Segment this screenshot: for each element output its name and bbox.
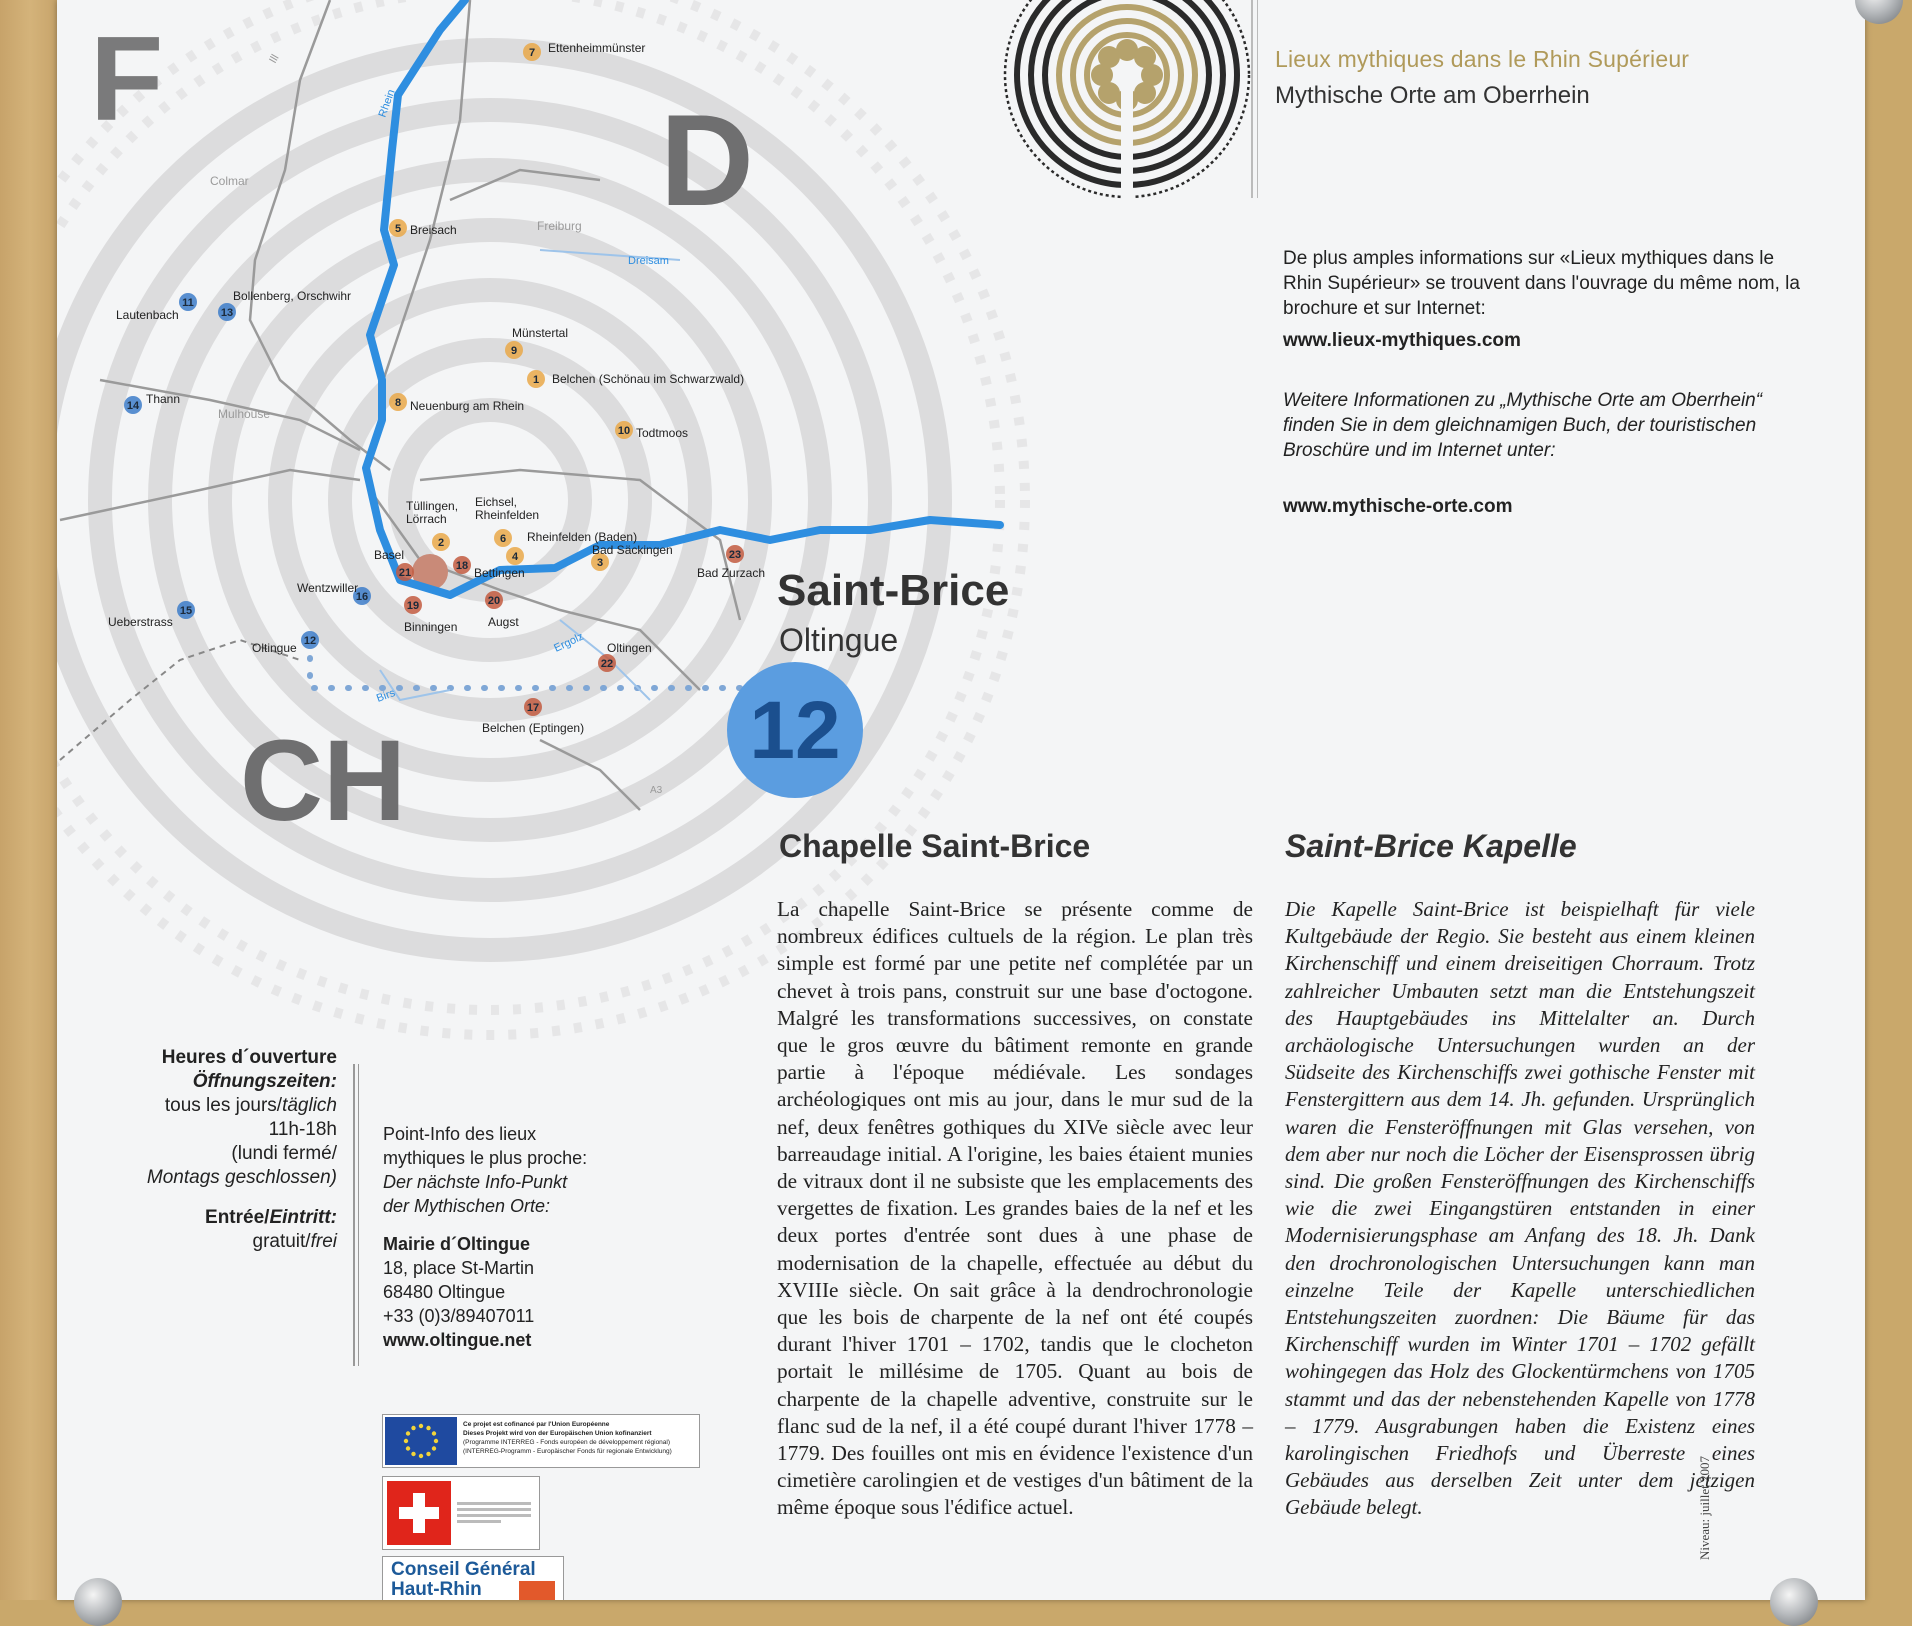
river-label-dreisam: Dreisam [628,255,669,267]
entry-price: gratuit/frei [252,1231,337,1252]
info-text-french: De plus amples informations sur «Lieux mythiques dans le Rhin Supérieur» se trouvent dans l'ouvrage du même nom, la brochure et sur Internet: [1283,248,1800,319]
place-label-4: Rheinfelden (Baden) [527,530,638,544]
hours-time: 11h-18h [268,1119,337,1140]
site-name: Saint-Brice [777,566,1010,615]
eu-star [406,1446,410,1450]
marker-number-9: 9 [510,345,518,357]
hours-divider [353,1064,355,1366]
eu-star [406,1431,410,1435]
hours-label-de: Öffnungszeiten: [192,1071,337,1092]
river-label-ill: Ill [267,52,282,66]
hours-label-fr: Heures d´ouverture [161,1047,337,1068]
place-label-13: Bollenberg, Orschwihr [233,289,352,303]
marker-number-5: 5 [394,223,402,235]
swiss-logo-box [382,1476,540,1550]
point-info-city: 68480 Oltingue [383,1282,506,1302]
place-label-1: Belchen (Schönau im Schwarzwald) [552,372,745,386]
eu-star [404,1439,408,1443]
marker-number-6: 6 [499,533,507,545]
marker-number-4: 4 [511,551,519,563]
marker-number-16: 16 [355,591,369,603]
hours-divider-2 [358,1064,359,1366]
marker-number-10: 10 [617,425,631,437]
url-german[interactable]: www.mythische-orte.com [1283,496,1513,517]
marker-number-15: 15 [179,605,193,617]
marker-number-11: 11 [182,297,194,309]
marker-number-19: 19 [406,600,420,612]
river-label-birs: Birs [374,687,397,705]
body-french: La chapelle Saint-Brice se présente comme de nombreux édifices cultuels de la région. Le plan très simple est formé par une petite nef complétée par un chevet à trois pans, construit sur une base d'octogone. Malgré les transformations successives, on constate que le gros œuvre du bâtiment remonte en grande partie à l'époque médiévale. Les sondages archéologiques ont mis au jour, dans le mur sud de la nef, deux fenêtres gothiques du XIVe siècle avec leur barreaudage initial. A l'origine, les baies étaient munies de vitraux dont il ne subsiste que les emplacements des vergettes de fixation. Les grandes baies de la nef et les deux portes d'entrée sont dues à une phase de modernisation de la chapelle, effectuée au début du XVIIIe siècle. On sait grâce à la dendrochronologie que les bois de charpente de la nef ont été coupés durant l'hiver 1701 – 1702, tandis que le clocheton portait le millésime de 1705. Quant au bois de charpente de la chapelle adventive, construite sur le flanc sud de la nef, il a été coupé durant l'hiver 1778 – 1779. Des fouilles ont mis en évidence l'existence d'un cimetière carolingien et de vestiges d'un bâtiment de la même époque sous l'édifice actuel. [777,897,1253,1520]
marker-number-14: 14 [126,400,140,412]
screw-bottom-right [1770,1578,1818,1626]
place-label-22: Oltingen [607,641,652,655]
point-info-name: Mairie d´Oltingue [383,1234,531,1254]
url-french[interactable]: www.lieux-mythiques.com [1283,330,1521,351]
opening-hours [57,1046,337,1254]
marker-number-23: 23 [728,549,742,561]
labyrinth-logo [962,0,1292,205]
city-freiburg: Freiburg [537,219,582,233]
info-text-german: Weitere Informationen zu „Mythische Orte am Oberrhein“ finden Sie in dem gleichnamigen Buch, der touristischen Broschüre und im Internet unter: [1283,390,1763,461]
place-label-3: Bad Säckingen [592,543,673,557]
place-label-2: Tüllingen, Lörrach [406,499,459,526]
eu-star [432,1446,436,1450]
hours-days: tous les jours/täglich [164,1095,337,1116]
eu-star [419,1454,423,1458]
swiss-flag-icon [387,1481,451,1545]
point-info-phone: +33 (0)3/89407011 [383,1306,535,1326]
marker-number-2: 2 [437,537,445,549]
river-label-rhein: Rhein [376,87,398,120]
place-label-15: Ueberstrass [108,615,173,629]
hours-closed-de: Montags geschlossen) [146,1167,337,1188]
place-label-17: Belchen (Eptingen) [482,721,585,735]
site-number: 12 [749,685,841,776]
country-label-ch: CH [240,717,407,845]
title-french: Lieux mythiques dans le Rhin Supérieur [1275,46,1690,72]
place-label-16: Wentzwiller [297,581,359,595]
place-label-9: Münstertal [512,326,569,340]
place-label-21: Basel [374,548,405,562]
conseil-general-logo: Conseil Général Haut-Rhin [382,1556,564,1600]
body-german: Die Kapelle Saint-Brice ist beispielhaft für viele Kultgebäude der Regio. Sie besteht aus einem kleinen Kirchenschiff und einem dreiseitigen Chorraum. Trotz zahlreicher Umbauten setzt man die Entstehungszeit des Hauptgebäudes ins Mittelalter an. Durch archäologische Untersuchungen wurden an der Südseite des Kirchenschiffs zwei gothische Fenster mit Fenstergittern aus dem 14. Jh. gefunden. Ursprünglich waren die Fensteröffnungen mit Glas versehen, von dem aber nur noch die Löcher der Eisensprossen übrig sind. Die großen Fensteröffnungen des Kirchenschiffs wie die zwei Eingangstüren entstanden in einer Modernisierungsphase am Anfang des 18. Jh. Dank den drochronologischen Untersuchungen kann man einzelne Teile der Kapelle unterschiedlichen Entstehungszeiten zuordnen: Die Bäume für das Kirchenschiff wurden im Winter 1701 – 1702 gefällt wohingegen das Holz des Glockentürmchens von 1705 stammt und das der nebenstehenden Kapelle von 1778 – 1779. Ausgrabungen haben die Existenz eines karolingischen Friedhofs und Überreste eines Gebäudes aus derselben Zeit unter dem jetzigen Gebäude belegt. [1285,897,1755,1520]
place-label-5: Breisach [410,223,457,237]
country-label-f: F [90,12,164,146]
eu-star [434,1439,438,1443]
place-label-12: Oltingue [252,641,297,655]
marker-number-13: 13 [220,307,234,319]
screw-bottom-left [74,1578,122,1626]
place-label-18: Bettingen [474,566,525,580]
place-label-14: Thann [146,392,181,406]
marker-number-18: 18 [455,560,469,572]
point-info: Point-Info des lieux mythiques le plus proche: Der nächste Info-Punkt der Mythischen Orte: Mairie d´Oltingue 18, place St-Martin 68480 Oltingue +33 (0)3/89407011 www.oltingue.net [383,1122,633,1352]
place-label-7: Ettenheimmünster [548,41,646,55]
place-label-20: Augst [488,615,519,629]
city-mulhouse: Mulhouse [218,407,271,421]
marker-number-17: 17 [526,702,540,714]
eu-star [419,1424,423,1428]
place-label-6: Eichsel, Rheinfelden [475,495,540,522]
point-info-street: 18, place St-Martin [383,1258,535,1278]
river-label-ergolz: Ergolz [552,630,586,655]
road-label-a3: A3 [650,785,663,796]
marker-number-3: 3 [596,557,604,569]
country-label-d: D [660,87,754,233]
eu-star [411,1452,415,1456]
place-label-10: Todtmoos [636,426,689,440]
marker-number-20: 20 [487,595,501,607]
eu-star [426,1452,430,1456]
title-german: Mythische Orte am Oberrhein [1275,82,1590,109]
eu-star [411,1426,415,1430]
place-label-8: Neuenburg am Rhein [410,399,525,413]
place-label-19: Binningen [404,620,458,634]
marker-number-12: 12 [303,635,317,647]
eu-star [432,1431,436,1435]
hours-closed-fr: (lundi fermé/ [231,1143,337,1164]
eu-flag [385,1417,457,1465]
city-colmar: Colmar [210,174,249,188]
info-panel [57,0,1865,1600]
place-label-23: Bad Zurzach [697,566,766,580]
marker-number-7: 7 [528,47,536,59]
heading-french: Chapelle Saint-Brice [779,828,1091,864]
header-divider [1251,0,1253,198]
eu-stars-icon [385,1417,457,1465]
marker-number-22: 22 [600,658,614,670]
place-label-11: Lautenbach [116,308,179,322]
heading-german: Saint-Brice Kapelle [1285,828,1577,864]
marker-number-1: 1 [532,374,540,386]
niveau-date: Niveau: juillet 2007 [1697,1456,1712,1560]
entry-label: Entrée/Eintritt: [205,1207,337,1228]
eu-logo-box: Ce projet est cofinancé par l'Union Européenne Dieses Projekt wird von der Europäischen Union kofinanziert (Programme INTERREG - Fonds européen de développement régional) (INTERREG-Programm - Europäischer Fonds für regionale Entwicklung) [382,1414,700,1468]
header-divider-2 [1257,0,1258,198]
marker-number-8: 8 [394,397,402,409]
point-info-web[interactable]: www.oltingue.net [383,1330,532,1350]
eu-star [426,1426,430,1430]
site-place: Oltingue [779,622,899,658]
marker-number-21: 21 [398,567,412,579]
